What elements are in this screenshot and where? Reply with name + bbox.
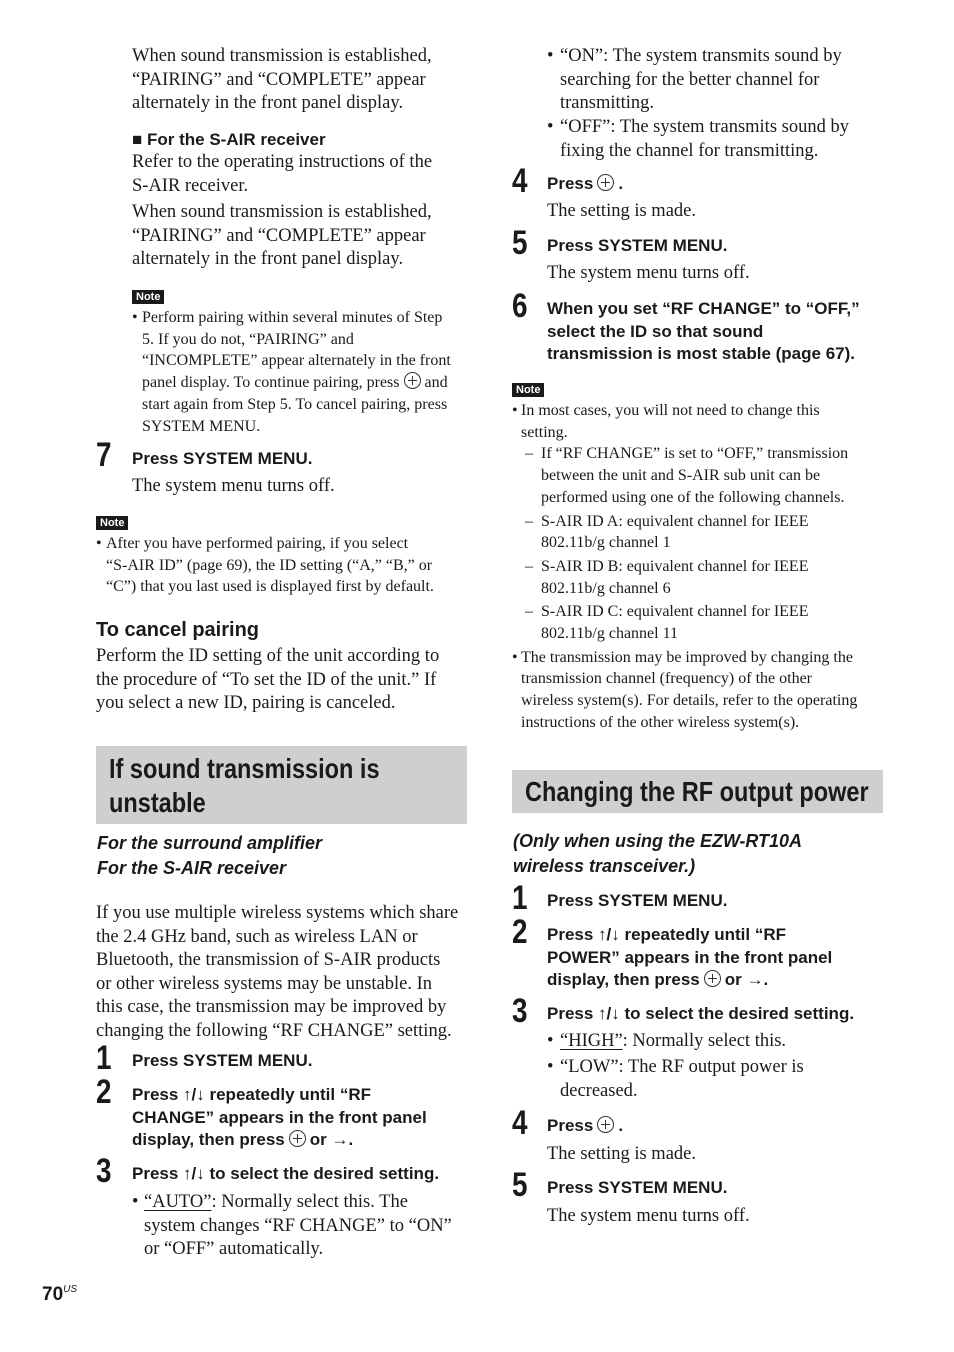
enter-button-icon	[597, 1116, 614, 1133]
step-number: 7	[96, 436, 112, 474]
step-title: Press SYSTEM MENU.	[547, 1178, 728, 1197]
step-title: Press SYSTEM MENU.	[132, 449, 313, 468]
step-number: 1	[512, 879, 528, 917]
step-result: The system menu turns off.	[132, 476, 335, 496]
step-title: Press .	[547, 1116, 624, 1135]
page-number: $70^{US}$	[42, 1284, 78, 1305]
step-result: The system menu turns off.	[547, 263, 750, 283]
unstable-paragraph: If you use multiple wireless systems which share the 2.4 GHz band, such as wireless LAN or Bluetooth, the transmission of S-AIR products or other wireless systems may be unstable. In this case, the transmission may be improved by changing the following “RF CHANGE” setting.	[96, 903, 459, 1041]
step-title: Press ↑/↓ repeatedly until “RF CHANGE” appears in the front panel display, then press or →.	[132, 1085, 427, 1149]
rf-change-note: • In most cases, you will not need to change this setting. – If “RF CHANGE” is set to “OFF,” transmission between the unit and S-AIR sub unit can be performed using one of the following channels. – S-AIR ID A: equivalent channel for IEEE 802.11b/g channel 1 – S-AIR ID B: equivalent channel for IEEE 802.11b/g channel 6 – S-AIR ID C: equivalent channel for IEEE 802.11b/g channel 11 • The transmission may be improved by changing the transmission channel (frequency) of the other wireless system(s). For details, refer to the operating instructions of the other wireless system(s).	[512, 402, 858, 731]
step-number: 4	[512, 1104, 528, 1142]
section-banner-rf-output: Changing the RF output power	[512, 770, 883, 813]
step-title: Press SYSTEM MENU.	[547, 236, 728, 255]
step-number: 3	[512, 992, 528, 1030]
step-title: Press ↑/↓ to select the desired setting.	[547, 1004, 855, 1023]
step-number: 6	[512, 287, 528, 325]
step-number: 1	[96, 1039, 112, 1077]
step-number: 2	[512, 913, 528, 951]
note-badge: Note	[96, 516, 128, 530]
step-title: Press .	[547, 174, 624, 193]
note-badge: Note	[512, 383, 544, 397]
step-title: When you set “RF CHANGE” to “OFF,” select the ID so that sound transmission is most stable (page 67).	[547, 299, 860, 363]
note-badge: Note	[132, 290, 164, 304]
pairing-paragraph-2: When sound transmission is established, “PAIRING” and “COMPLETE” appear alternately in the front panel display.	[132, 202, 432, 269]
step-number: 3	[96, 1152, 112, 1190]
on-option: • “ON”: The system transmits sound by searching for the better channel for transmitting.	[547, 46, 842, 113]
applicability-subheading: For the surround amplifier For the S-AIR receiver	[97, 833, 323, 878]
step-title: Press SYSTEM MENU.	[547, 891, 728, 910]
step-result: The setting is made.	[547, 1144, 696, 1164]
auto-option: • “AUTO”: Normally select this. The system changes “RF CHANGE” to “ON” or “OFF” automatically.	[132, 1192, 452, 1259]
low-option: • “LOW”: The RF output power is decreased.	[547, 1057, 804, 1101]
sair-receiver-heading: ■ For the S-AIR receiver	[132, 130, 326, 149]
pairing-paragraph-1: When sound transmission is established, “PAIRING” and “COMPLETE” appear alternately in the front panel display.	[132, 46, 432, 113]
cancel-pairing-paragraph: Perform the ID setting of the unit according to the procedure of “To set the ID of the unit.” If you select a new ID, pairing is canceled.	[96, 646, 440, 713]
enter-button-icon	[404, 372, 421, 389]
step-title: Press ↑/↓ repeatedly until “RF POWER” appears in the front panel display, then press or →.	[547, 925, 833, 989]
step-number: 5	[512, 1166, 528, 1204]
step-number: 2	[96, 1073, 112, 1111]
high-option: • “HIGH”: Normally select this.	[547, 1031, 787, 1051]
step-number: 5	[512, 224, 528, 262]
step-title: Press ↑/↓ to select the desired setting.	[132, 1164, 440, 1183]
enter-button-icon	[597, 174, 614, 191]
sair-refer-paragraph: Refer to the operating instructions of the S-AIR receiver.	[132, 152, 433, 196]
pairing-note: • Perform pairing within several minutes of Step 5. If you do not, “PAIRING” and “INCOMPLETE” appear alternately in the front panel display. To continue pairing, press and start again from Step 5. To cancel pairing, press SYSTEM MENU.	[132, 309, 451, 435]
step-result: The setting is made.	[547, 201, 696, 221]
off-option: • “OFF”: The system transmits sound by fixing the channel for transmitting.	[547, 117, 849, 161]
enter-button-icon	[289, 1130, 306, 1147]
step-title: Press SYSTEM MENU.	[132, 1051, 313, 1070]
step-number: 4	[512, 162, 528, 200]
applicability-subheading: (Only when using the EZW-RT10A wireless transceiver.)	[513, 831, 803, 876]
pairing-id-note: • After you have performed pairing, if you select “S-AIR ID” (page 69), the ID setting (“A,” “B,” or “C”) that you last used is displayed first by default.	[96, 535, 434, 596]
enter-button-icon	[704, 970, 721, 987]
cancel-pairing-heading: To cancel pairing	[96, 619, 259, 641]
section-banner-unstable: If sound transmission is unstable	[96, 746, 467, 824]
step-result: The system menu turns off.	[547, 1206, 750, 1226]
